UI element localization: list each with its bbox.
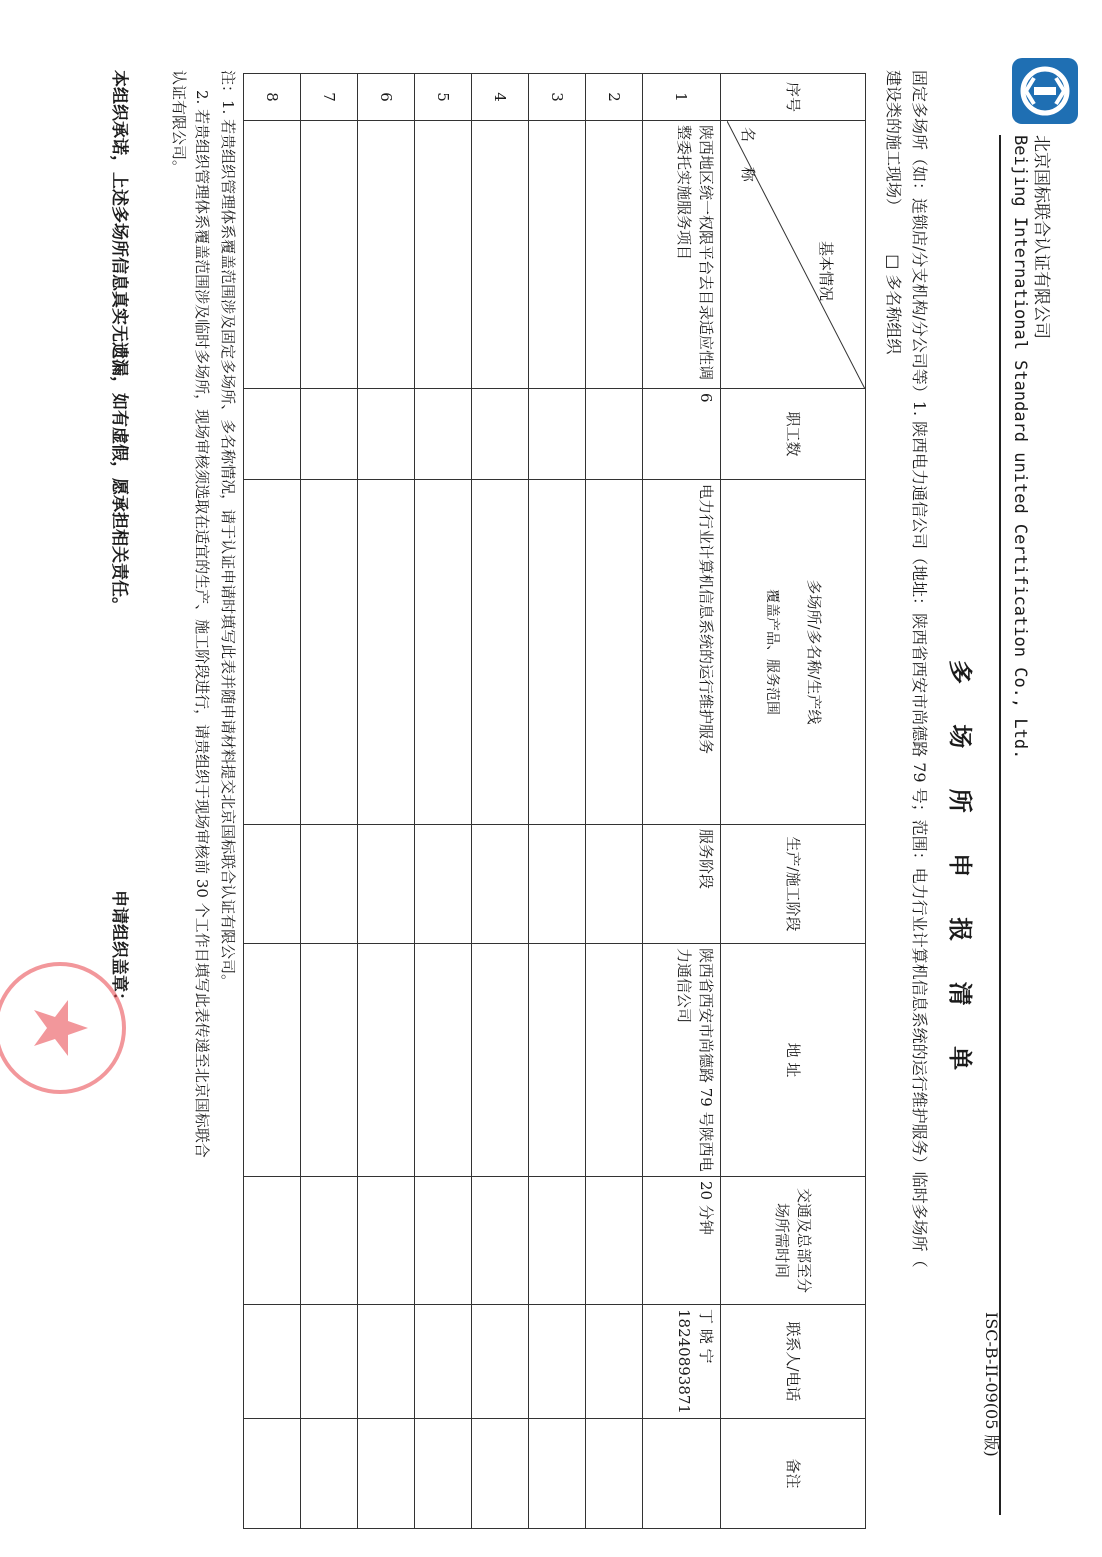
cell-contact[interactable] <box>472 1305 529 1419</box>
cell-name[interactable] <box>586 121 643 389</box>
cell-remark[interactable] <box>415 1418 472 1528</box>
cell-stage[interactable] <box>358 825 415 944</box>
cell-address[interactable] <box>472 944 529 1177</box>
cell-remark[interactable] <box>643 1418 721 1528</box>
header-basic: 基本情况 <box>817 241 835 302</box>
cell-stage[interactable] <box>301 825 358 944</box>
cell-address[interactable] <box>244 944 301 1177</box>
cell-traffic[interactable] <box>529 1177 586 1305</box>
company-logo-icon <box>1012 58 1078 124</box>
table-row <box>529 74 586 1529</box>
cell-remark[interactable] <box>301 1418 358 1528</box>
table-row <box>244 74 301 1529</box>
cell-name[interactable] <box>472 121 529 389</box>
cell-stage[interactable] <box>529 825 586 944</box>
header-rule <box>999 135 1001 1515</box>
cell-scope[interactable] <box>358 480 415 825</box>
cell-staff[interactable] <box>301 389 358 480</box>
cell-seq: 2 <box>586 74 643 121</box>
header-traffic: 交通及总部至分场所需时间 <box>721 1177 866 1305</box>
header-seq: 序号 <box>721 74 866 121</box>
cell-contact[interactable] <box>415 1305 472 1419</box>
table-row <box>358 74 415 1529</box>
note-2-continued: 认证有限公司。 <box>170 70 188 176</box>
cell-stage[interactable] <box>472 825 529 944</box>
cell-staff[interactable] <box>415 389 472 480</box>
header-scope-sub: 覆盖产品、服务范围 <box>764 589 780 715</box>
cell-seq: 3 <box>529 74 586 121</box>
cell-address[interactable] <box>301 944 358 1177</box>
cell-address[interactable] <box>529 944 586 1177</box>
header-contact: 联系人/电话 <box>721 1305 866 1419</box>
cell-seq: 7 <box>301 74 358 121</box>
cell-traffic[interactable] <box>358 1177 415 1305</box>
page-title: 多 场 所 申 报 清 单 <box>946 660 974 1087</box>
cell-address[interactable] <box>415 944 472 1177</box>
cell-name[interactable] <box>301 121 358 389</box>
table-row <box>301 74 358 1529</box>
header-remark: 备注 <box>721 1418 866 1528</box>
cell-remark[interactable] <box>586 1418 643 1528</box>
cell-contact[interactable] <box>244 1305 301 1419</box>
cell-staff[interactable]: 6 <box>643 389 721 480</box>
table-row <box>415 74 472 1529</box>
cell-stage[interactable]: 服务阶段 <box>643 825 721 944</box>
table-header-row <box>721 74 866 1529</box>
cell-name[interactable] <box>244 121 301 389</box>
pledge-statement: 本组织承诺，上述多场所信息真实无遗漏，如有虚假，愿承担相关责任。 <box>109 70 129 614</box>
cell-scope[interactable] <box>301 480 358 825</box>
header-scope-title: 多场所/多名称/生产线 <box>805 579 823 725</box>
cell-traffic[interactable] <box>415 1177 472 1305</box>
table-row <box>472 74 529 1529</box>
cell-address[interactable] <box>586 944 643 1177</box>
cell-seq: 1 <box>643 74 721 121</box>
cell-staff[interactable] <box>529 389 586 480</box>
cell-scope[interactable] <box>244 480 301 825</box>
cell-seq: 5 <box>415 74 472 121</box>
cell-traffic[interactable] <box>586 1177 643 1305</box>
company-name-cn: 北京国标联合认证有限公司 <box>1031 135 1051 339</box>
header-staff: 职工数 <box>721 389 866 480</box>
header-stage: 生产/施工阶段 <box>721 825 866 944</box>
header-scope <box>721 480 866 825</box>
cell-address[interactable]: 陕西省西安市尚德路 79 号陕西电力通信公司 <box>643 944 721 1177</box>
header-name: 名 称 <box>739 127 757 192</box>
table-row <box>586 74 643 1529</box>
cell-name[interactable]: 陕西地区统一权限平台去目录适应性调整委托实施服务项目 <box>643 121 721 389</box>
cell-contact[interactable] <box>586 1305 643 1419</box>
header-basic-name <box>721 121 866 389</box>
cell-scope[interactable] <box>586 480 643 825</box>
cell-contact[interactable] <box>301 1305 358 1419</box>
cell-name[interactable] <box>415 121 472 389</box>
form-number: ISC-B-II-09(05 版) <box>982 1312 1001 1457</box>
cell-scope[interactable] <box>415 480 472 825</box>
cell-traffic[interactable] <box>472 1177 529 1305</box>
cell-stage[interactable] <box>586 825 643 944</box>
cell-staff[interactable] <box>244 389 301 480</box>
cell-seq: 8 <box>244 74 301 121</box>
construction-label: 建设类的施工现场） <box>884 70 903 215</box>
cell-scope[interactable]: 电力行业计算机信息系统的运行维护服务 <box>643 480 721 825</box>
cell-traffic[interactable] <box>301 1177 358 1305</box>
cell-staff[interactable] <box>358 389 415 480</box>
cell-seq: 4 <box>472 74 529 121</box>
cell-staff[interactable] <box>472 389 529 480</box>
cell-name[interactable] <box>358 121 415 389</box>
cell-stage[interactable] <box>415 825 472 944</box>
cell-remark[interactable] <box>472 1418 529 1528</box>
site-table <box>243 73 866 1529</box>
note-1: 注：1. 若贵组织管理体系覆盖范围涉及固定多场所、多名称情况，请于认证申请时填写此表并随申请材料提交北京国标联合认证有限公司。 <box>219 70 237 990</box>
cell-contact[interactable] <box>529 1305 586 1419</box>
cell-name[interactable] <box>529 121 586 389</box>
signature-label: 申请组织盖章： <box>109 890 129 1009</box>
fixed-sites-statement: 固定多场所（如：连锁店/分支机构/分公司等）1. 陕西电力通信公司（地址：陕西省西安市尚德路 79 号；范围：电力行业计算机信息系统的运行维护服务）临时多场所（ <box>910 70 929 1268</box>
cell-traffic[interactable]: 20 分钟 <box>643 1177 721 1305</box>
note-2: 2. 若贵组织管理体系覆盖范围涉及临时多场所，现场审核须选取在适宜的生产、施工阶段进行，请贵组织于现场审核前 30 个工作日填写此表传递至北京国标联合 <box>193 90 211 1158</box>
cell-contact[interactable] <box>358 1305 415 1419</box>
site-type-line <box>883 70 906 354</box>
company-name-en: Beijing International Standard united Certification Co., Ltd. <box>1010 135 1030 760</box>
cell-remark[interactable] <box>529 1418 586 1528</box>
cell-address[interactable] <box>358 944 415 1177</box>
table-row <box>643 74 721 1529</box>
cell-staff[interactable] <box>586 389 643 480</box>
cell-traffic[interactable] <box>244 1177 301 1305</box>
multi-name-label: 多名称组织 <box>884 274 903 355</box>
cell-stage[interactable] <box>244 825 301 944</box>
company-seal-icon <box>0 958 130 1098</box>
cell-contact[interactable]: 丁 晓 宁 18240893871 <box>643 1305 721 1419</box>
cell-remark[interactable] <box>358 1418 415 1528</box>
multi-name-checkbox[interactable]: □ <box>884 254 903 270</box>
cell-scope[interactable] <box>529 480 586 825</box>
cell-seq: 6 <box>358 74 415 121</box>
cell-remark[interactable] <box>244 1418 301 1528</box>
cell-scope[interactable] <box>472 480 529 825</box>
header-address: 地 址 <box>721 944 866 1177</box>
